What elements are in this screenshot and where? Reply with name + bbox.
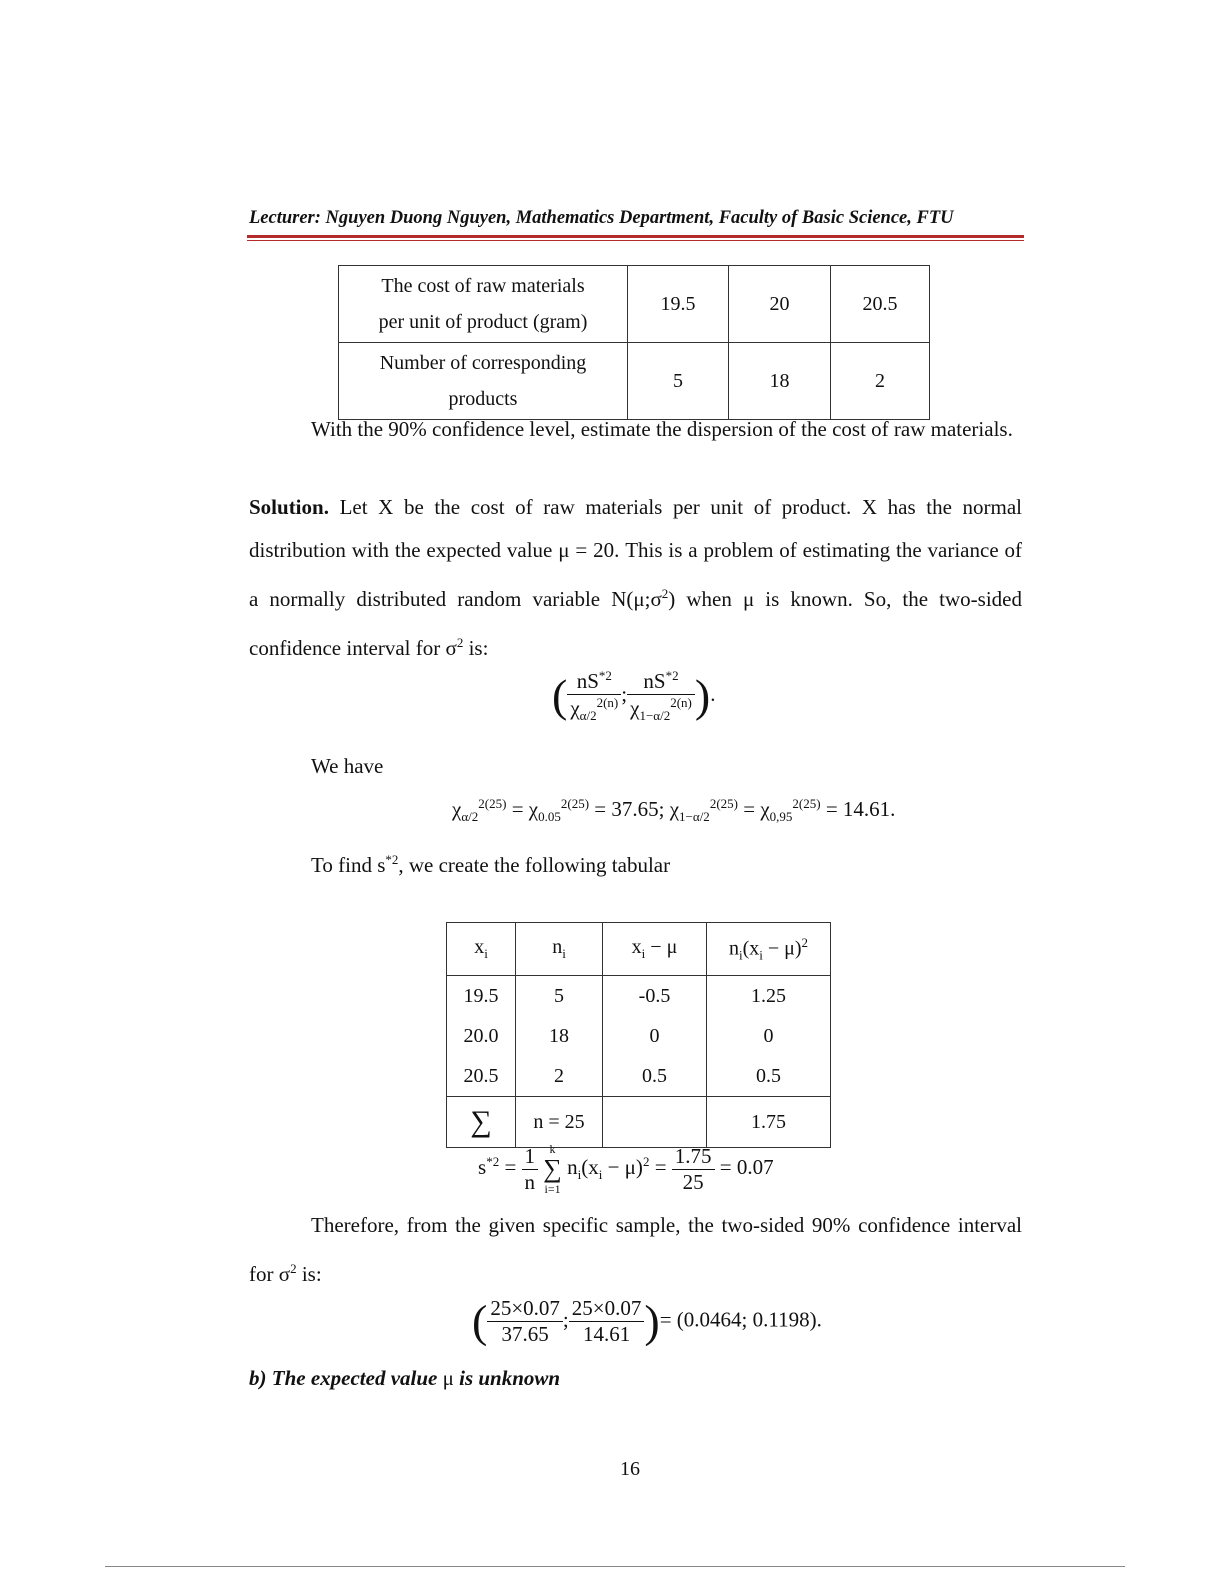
table-cell: 20.5 <box>831 266 930 343</box>
chi-square-values: $\chi_{\alpha/2}^{2(25)} = \chi_{0.05}^{2(25)} = 37.65$; $\chi_{1-\alpha/2}^{2(25)} = \chi_{0,95}^{2(25)} = 14.61$. <box>452 796 896 825</box>
page-number: 16 <box>620 1458 640 1480</box>
table-cell: 18 <box>729 343 831 420</box>
table-row: 19.5 5 -0.5 1.25 <box>447 976 831 1017</box>
sample-variance-formula: $s^{*2}$ = $\frac{1}{n}$ k ∑ i=1 $n_i(x_i - \mu)^2$ = $\frac{1.75}{25}$ = 0.07 <box>478 1142 774 1196</box>
computation-table <box>446 922 831 1148</box>
table-cell: The cost of raw materials per unit of product (gram) <box>339 266 628 343</box>
table-row: 20.0 18 0 0 <box>447 1016 831 1056</box>
header-cell: $x_i$ <box>447 923 516 976</box>
table-cell: 19.5 <box>628 266 729 343</box>
table-row <box>339 343 930 420</box>
header-rule-thick <box>247 235 1024 238</box>
therefore-paragraph: Therefore, from the given specific sample, the two-sided 90% confidence interval for $\sigma^2$ is: <box>249 1213 1022 1286</box>
table-footer-row: ∑ n = 25 1.75 <box>447 1097 831 1148</box>
to-find-text: To find $s^{*2}$, we create the following tabular <box>311 852 671 877</box>
subsection-heading: b) The expected value μ is unknown <box>249 1366 561 1390</box>
table-row: 20.5 2 0.5 0.5 <box>447 1056 831 1097</box>
data-table <box>338 265 930 420</box>
table-cell: 5 <box>628 343 729 420</box>
header-cell: $n_i$ <box>516 923 603 976</box>
problem-statement: With the 90% confidence level, estimate the dispersion of the cost of raw materials. <box>311 417 1013 441</box>
table-row <box>339 266 930 343</box>
table-cell: 20 <box>729 266 831 343</box>
we-have: We have <box>311 754 384 778</box>
header-cell: $x_i - \mu$ <box>603 923 707 976</box>
table-cell: 2 <box>831 343 930 420</box>
header-cell: $n_i(x_i - \mu)^2$ <box>707 923 831 976</box>
table-cell: Number of corresponding products <box>339 343 628 420</box>
header-rule-thin <box>247 240 1024 241</box>
interval-result: ( $\frac{25\times 0.07}{37.65}$ ; $\frac{25\times 0.07}{14.61}$ )= (0.0464; 0.1198). <box>472 1295 822 1347</box>
running-header: Lecturer: Nguyen Duong Nguyen, Mathematics Department, Faculty of Basic Science, FTU <box>249 208 954 228</box>
confidence-interval-formula: ( $\frac{nS^{*2}}{\chi_{\alpha/2}^{2(n)}}$ ; $\frac{nS^{*2}}{\chi_{1-\alpha/2}^{2(n)}}$ ). <box>552 668 716 724</box>
solution-paragraph: Solution. Let X be the cost of raw materials per unit of product. X has the normal distribution with the expected value μ = 20. This is a problem of estimating the variance of a normally distributed random variable $N(\mu;\sigma^2)$ when μ is known. So, the two-sided confidence interval for $\sigma^2$ is: <box>249 495 1023 660</box>
footer-rule <box>105 1566 1125 1567</box>
table-header-row <box>447 923 831 976</box>
